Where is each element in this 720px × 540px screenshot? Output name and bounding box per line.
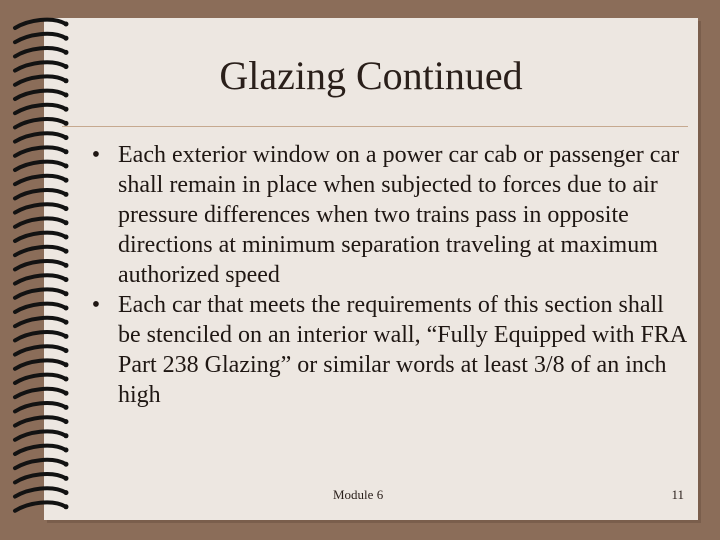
spiral-hole — [64, 462, 69, 467]
spiral-hole — [64, 149, 69, 154]
bullet-list — [84, 140, 690, 410]
spiral-hole — [64, 263, 69, 268]
spiral-ring — [15, 431, 66, 439]
spiral-ring — [15, 375, 66, 383]
spiral-hole — [64, 164, 69, 169]
bullet-item — [84, 290, 690, 410]
bullet-icon: • — [91, 142, 101, 168]
spiral-ring — [15, 261, 66, 269]
spiral-ring — [15, 190, 66, 198]
bullet-text: Each exterior window on a power car cab or passenger car shall remain in place when subjected to forces due to air pressure differences when two trains pass in opposite directions at minimum separation traveling at maximum authorized speed — [118, 142, 680, 288]
spiral-hole — [64, 249, 69, 254]
bullet-icon: • — [91, 292, 101, 318]
spiral-ring — [15, 218, 66, 226]
spiral-hole — [64, 206, 69, 211]
spiral-ring — [15, 318, 66, 326]
footer-module: Module 6 — [333, 487, 384, 502]
spiral-hole — [64, 377, 69, 382]
spiral-ring — [15, 176, 66, 184]
spiral-ring — [15, 360, 66, 368]
spiral-ring — [15, 275, 66, 283]
spiral-hole — [64, 348, 69, 353]
spiral-hole — [64, 405, 69, 410]
title-divider — [62, 126, 688, 127]
spiral-ring — [15, 474, 66, 482]
spiral-hole — [64, 178, 69, 183]
spiral-hole — [64, 220, 69, 225]
spiral-hole — [64, 291, 69, 296]
spiral-ring — [15, 488, 66, 496]
slide-title: Glazing Continued — [219, 53, 523, 98]
spiral-ring — [15, 34, 66, 42]
spiral-hole — [64, 433, 69, 438]
spiral-ring — [15, 304, 66, 312]
spiral-ring — [15, 502, 66, 510]
spiral-hole — [64, 22, 69, 27]
spiral-ring — [15, 162, 66, 170]
spiral-hole — [64, 277, 69, 282]
spiral-ring — [15, 417, 66, 425]
bullet-item — [84, 140, 690, 290]
spiral-hole — [64, 476, 69, 481]
bullet-text: Each car that meets the requirements of this section shall be stenciled on an interior wall, “Fully Equipped with FRA Part 238 Glazing” or similar words at least 3/8 of an inch high — [118, 292, 686, 408]
spiral-hole — [64, 419, 69, 424]
spiral-ring — [15, 119, 66, 127]
spiral-hole — [64, 306, 69, 311]
spiral-hole — [64, 235, 69, 240]
spiral-hole — [64, 490, 69, 495]
spiral-hole — [64, 107, 69, 112]
spiral-ring — [15, 133, 66, 141]
spiral-ring — [15, 233, 66, 241]
spiral-hole — [64, 36, 69, 41]
spiral-hole — [64, 320, 69, 325]
spiral-ring — [15, 20, 66, 28]
spiral-hole — [64, 192, 69, 197]
spiral-hole — [64, 391, 69, 396]
spiral-ring — [15, 289, 66, 297]
spiral-hole — [64, 334, 69, 339]
spiral-ring — [15, 105, 66, 113]
spiral-hole — [64, 362, 69, 367]
spiral-ring — [15, 446, 66, 454]
spiral-ring — [15, 204, 66, 212]
spiral-ring — [15, 460, 66, 468]
spiral-ring — [15, 332, 66, 340]
slide-number: 11 — [671, 487, 684, 502]
spiral-hole — [64, 448, 69, 453]
spiral-ring — [15, 247, 66, 255]
spiral-ring — [15, 389, 66, 397]
spiral-ring — [15, 403, 66, 411]
spiral-ring — [15, 346, 66, 354]
spiral-ring — [15, 147, 66, 155]
spiral-hole — [64, 135, 69, 140]
spiral-hole — [64, 504, 69, 509]
